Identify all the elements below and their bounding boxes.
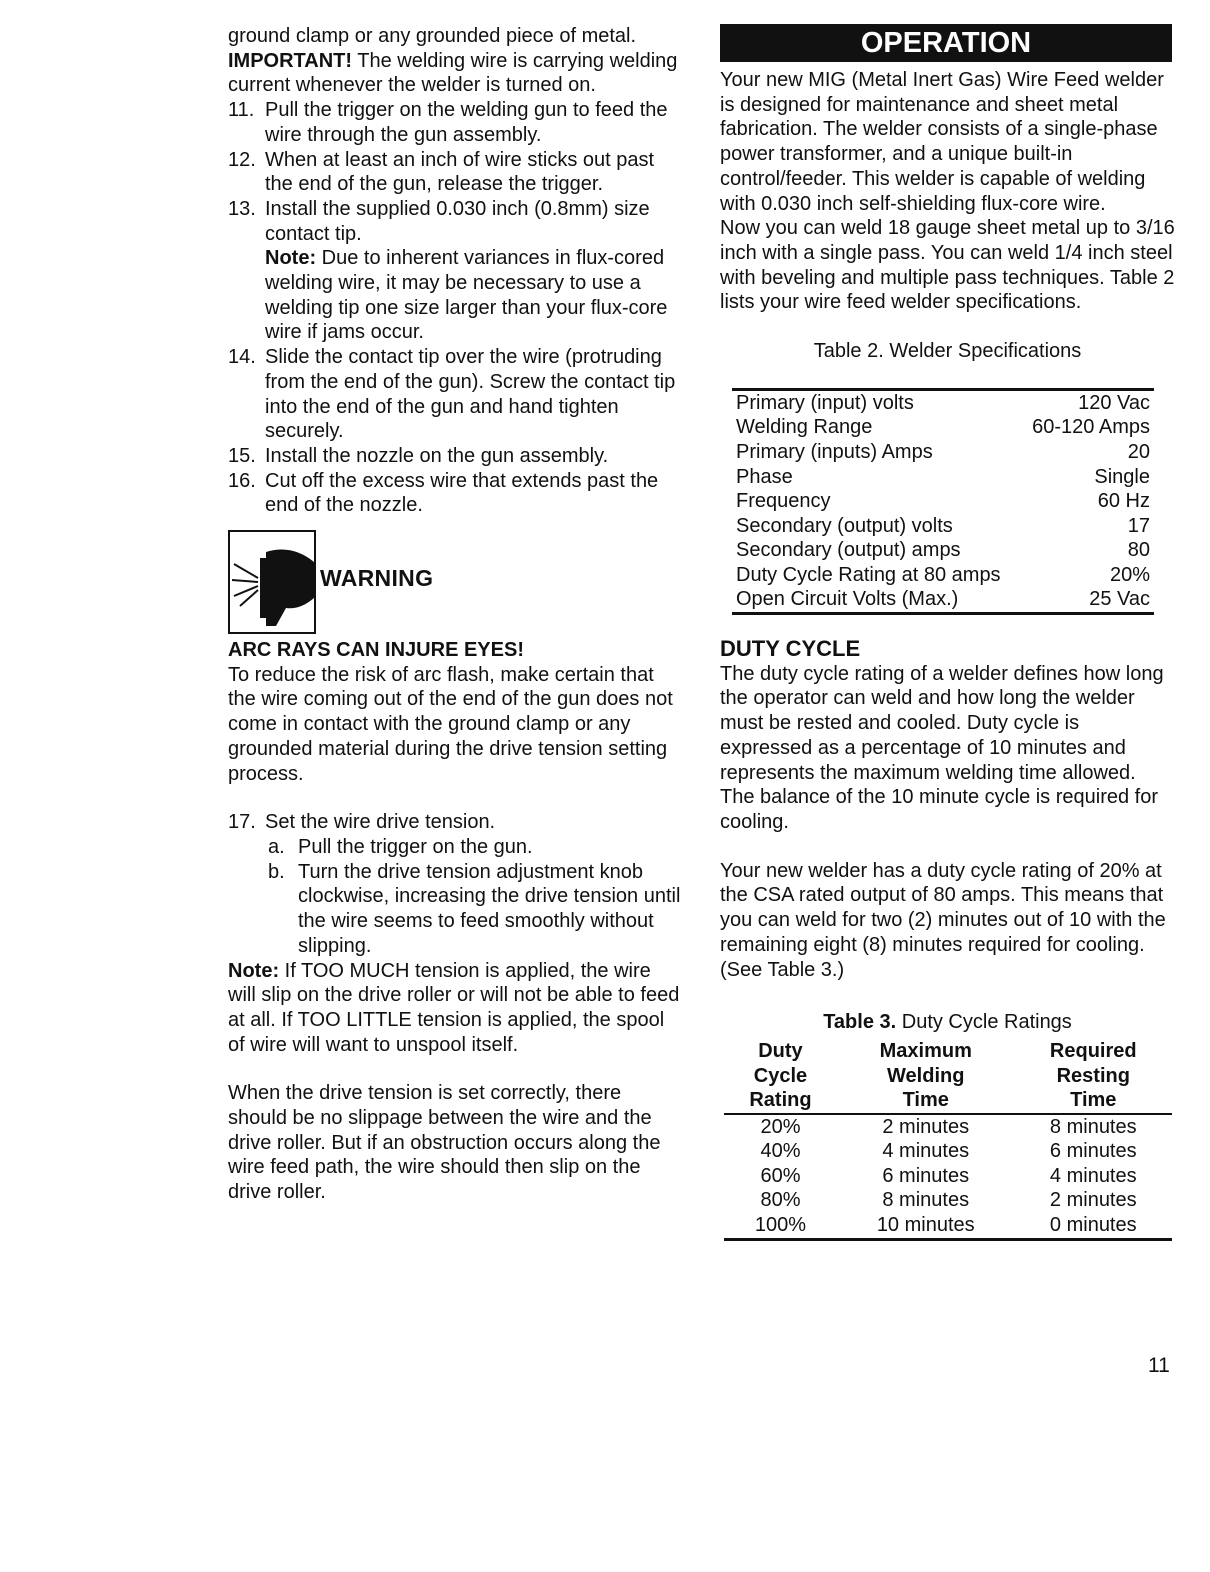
table3-caption-label: Table 3. [823, 1011, 897, 1034]
table3-caption-text: Duty Cycle Ratings [901, 1011, 1072, 1034]
operation-banner: OPERATION [720, 24, 1172, 62]
spec-label: Primary (inputs) Amps [736, 440, 933, 463]
col-header: Time [1015, 1088, 1172, 1114]
step-number: 12. [228, 148, 256, 171]
duty-paragraph-2: Your new welder has a duty cycle rating of 20% at the CSA rated output of 80 amps. This means that you can weld for two (2) minutes out of 10 with the remaining eight (8) minutes required for cooling. (See Table 3.) [720, 859, 1166, 981]
spec-label: Primary (input) volts [736, 391, 914, 414]
spec-row [732, 389, 1154, 415]
note-text: If TOO MUCH tension is applied, the wire will slip on the drive roller or will not be able to feed at all. If TOO LITTLE tension is applied, the spool of wire will want to unspool itself. [228, 959, 680, 1056]
page-number: 11 [1148, 1354, 1170, 1377]
step-13-note [265, 246, 683, 345]
substep-a [228, 835, 683, 860]
table2-caption: Table 2. Welder Specifications [813, 340, 1082, 363]
note-text: Due to inherent variances in flux-cored welding wire, it may be necessary to use a welding tip one size larger than your flux-core wire if jams occur. [265, 247, 668, 344]
duty-cell-rating: 40% [760, 1140, 801, 1163]
step-text: Set the wire drive tension. [265, 811, 496, 834]
spec-value: 60 Hz [1097, 490, 1150, 513]
duty-cycle-table [724, 1039, 1172, 1241]
col-header: Maximum [879, 1039, 972, 1062]
note-label: Note: [228, 959, 280, 982]
step-number: 11. [228, 99, 255, 122]
warning-heading: ARC RAYS CAN INJURE EYES! [228, 639, 524, 662]
substep-text: Pull the trigger on the gun. [298, 835, 533, 858]
tension-note [228, 959, 683, 1058]
duty-cell-rest: 8 minutes [1049, 1115, 1137, 1138]
spec-row [732, 465, 1154, 490]
step-number: 16. [228, 469, 256, 492]
duty-row [724, 1114, 1172, 1140]
spec-value: 20% [1109, 563, 1150, 586]
step-text: Pull the trigger on the welding gun to feed the wire through the gun assembly. [265, 99, 668, 146]
spec-label: Welding Range [736, 416, 873, 439]
duty-cell-weld: 10 minutes [876, 1214, 975, 1237]
duty-cycle-heading: DUTY CYCLE [720, 636, 861, 662]
welder-specifications-table [732, 388, 1154, 615]
spec-label: Phase [736, 465, 793, 488]
intro-text: ground clamp or any grounded piece of metal. [228, 25, 637, 47]
col-header: Rating [724, 1088, 837, 1114]
step-13 [228, 197, 683, 345]
note-label: Note: [265, 247, 317, 270]
spec-row [732, 489, 1154, 514]
spec-value: 80 [1127, 539, 1150, 562]
intro-paragraph [228, 24, 683, 98]
step-12 [228, 148, 683, 197]
spec-value: 20 [1127, 440, 1150, 463]
spec-value: 60-120 Amps [1032, 416, 1150, 439]
warning-block [228, 530, 683, 638]
duty-cell-weld: 2 minutes [882, 1115, 970, 1138]
step-number: 17. [228, 811, 256, 834]
duty-row [724, 1188, 1172, 1213]
spec-row [732, 587, 1154, 613]
important-label: IMPORTANT! [228, 49, 353, 72]
spec-value: Single [1094, 465, 1150, 488]
step-text: Slide the contact tip over the wire (protruding from the end of the gun). Screw the contact tip into the end of the gun and hand tighten securely. [265, 346, 676, 443]
spec-row [732, 415, 1154, 440]
intro-rest-text: The welding wire is carrying welding current whenever the welder is turned on. [228, 49, 678, 97]
step-text: Install the supplied 0.030 inch (0.8mm) size contact tip. [265, 197, 650, 245]
step-text: Install the nozzle on the gun assembly. [265, 444, 609, 467]
duty-cell-rating: 20% [760, 1115, 801, 1138]
duty-row [724, 1213, 1172, 1239]
warning-label: WARNING [320, 565, 434, 592]
left-column [228, 24, 683, 1205]
step-number: 15. [228, 444, 256, 467]
substep-letter: a. [268, 835, 285, 858]
col-header: Welding [887, 1064, 965, 1087]
step-17 [228, 810, 683, 835]
welding-mask-icon [228, 530, 316, 634]
operation-paragraph-1: Your new MIG (Metal Inert Gas) Wire Feed welder is designed for maintenance and sheet metal fabrication. The welder consists of a single-phase power transformer, and a unique built-in control/feeder. This welder is capable of welding with 0.030 inch self-shielding flux-core wire. [720, 69, 1164, 215]
substep-letter: b. [268, 860, 285, 883]
table3-caption [720, 1010, 1175, 1035]
spec-label: Secondary (output) volts [736, 514, 953, 537]
duty-cell-rest: 0 minutes [1049, 1214, 1137, 1237]
step-11 [228, 98, 683, 147]
step-text: When at least an inch of wire sticks out past the end of the gun, release the trigger. [265, 148, 655, 196]
duty-cell-rating: 60% [760, 1164, 801, 1187]
duty-cell-weld: 4 minutes [882, 1140, 970, 1163]
substep-text: Turn the drive tension adjustment knob clockwise, increasing the drive tension until the wire seems to feed smoothly without slipping. [298, 860, 681, 957]
duty-cell-rest: 2 minutes [1049, 1189, 1137, 1212]
duty-cell-weld: 6 minutes [882, 1164, 970, 1187]
spec-row [732, 440, 1154, 465]
spec-label: Duty Cycle Rating at 80 amps [736, 563, 1001, 586]
duty-cell-rating: 100% [754, 1214, 807, 1237]
step-14 [228, 345, 683, 444]
spec-label: Frequency [736, 490, 831, 513]
spec-row [732, 563, 1154, 588]
spec-label: Secondary (output) amps [736, 539, 961, 562]
duty-cell-rating: 80% [760, 1189, 801, 1212]
duty-cell-rest: 4 minutes [1049, 1164, 1137, 1187]
step-16 [228, 469, 683, 518]
col-header: Time [837, 1088, 1015, 1114]
step-number: 14. [228, 346, 256, 369]
duty-row [724, 1139, 1172, 1164]
step-text: Cut off the excess wire that extends past the end of the nozzle. [265, 469, 659, 517]
duty-row [724, 1164, 1172, 1189]
col-header: Required [1049, 1039, 1137, 1062]
spec-label: Open Circuit Volts (Max.) [736, 588, 959, 611]
duty-paragraph-1: The duty cycle rating of a welder defines how long the operator can weld and how long the welder must be rested and cooled. Duty cycle is expressed as a percentage of 10 minutes and represents the maximum welding time allowed. The balance of the 10 minute cycle is required for cooling. [720, 662, 1164, 833]
spec-value: 120 Vac [1078, 391, 1150, 414]
duty-cell-weld: 8 minutes [882, 1189, 970, 1212]
spec-row [732, 538, 1154, 563]
col-header: Cycle [753, 1064, 808, 1087]
closing-paragraph: When the drive tension is set correctly, there should be no slippage between the wire and the drive roller. But if an obstruction occurs along the wire feed path, the wire should then slip on the drive roller. [228, 1082, 661, 1204]
col-header: Resting [1056, 1064, 1130, 1087]
spec-value: 17 [1127, 514, 1150, 537]
step-number: 13. [228, 197, 256, 220]
spec-row [732, 514, 1154, 539]
operation-paragraph-2: Now you can weld 18 gauge sheet metal up to 3/16 inch with a single pass. You can weld 1/4 inch steel with beveling and multiple pass techniques. Table 2 lists your wire feed welder specifications. [720, 217, 1175, 314]
spec-value: 25 Vac [1089, 588, 1150, 611]
right-column [720, 24, 1175, 1241]
substep-b [228, 860, 683, 959]
warning-text: To reduce the risk of arc flash, make certain that the wire coming out of the end of the gun does not come in contact with the ground clamp or any grounded material during the drive tension setting process. [228, 663, 673, 785]
duty-cell-rest: 6 minutes [1049, 1140, 1137, 1163]
col-header: Duty [758, 1039, 803, 1062]
step-15 [228, 444, 683, 469]
